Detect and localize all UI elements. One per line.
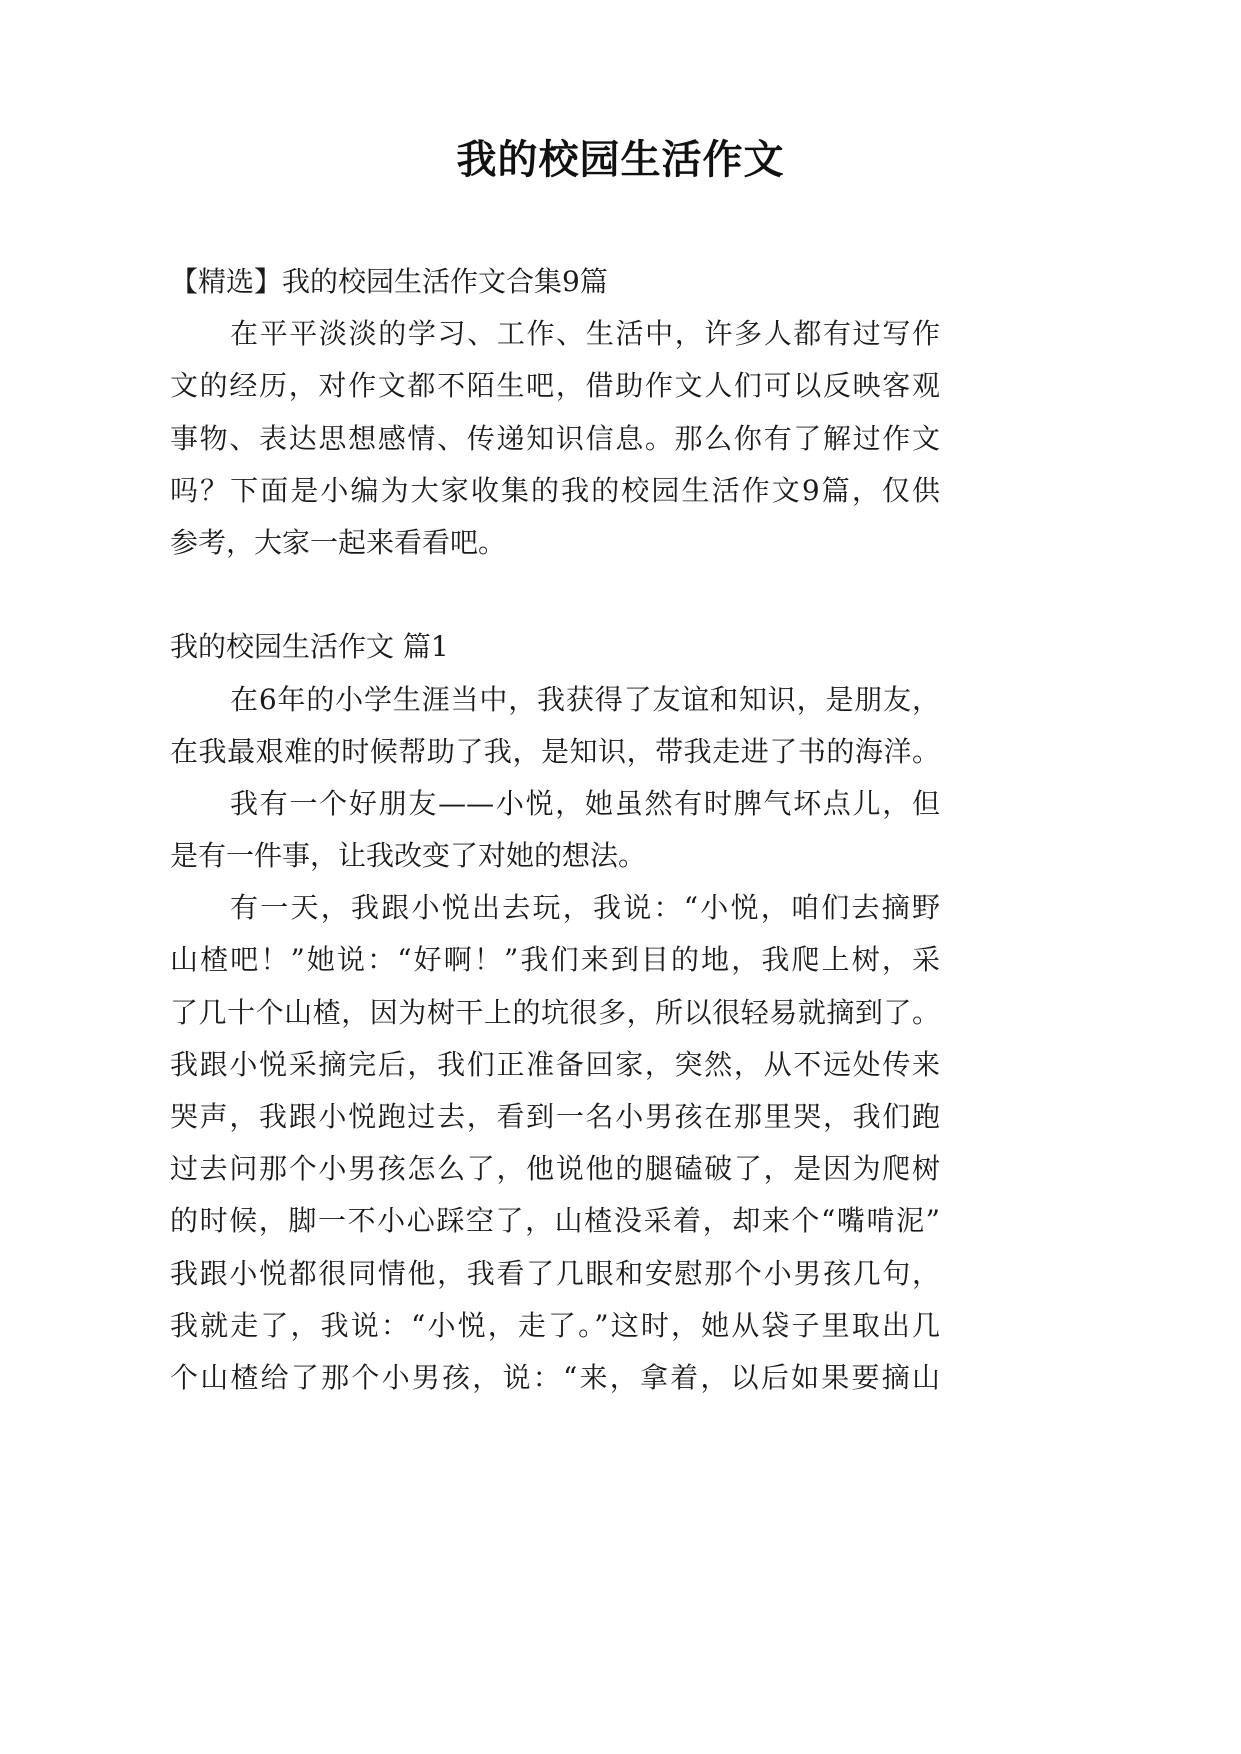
- essay-heading: 我的校园生活作文 篇1: [170, 630, 449, 664]
- paragraph-line: 哭声，我跟小悦跑过去，看到一名小男孩在那里哭，我们跑: [170, 1100, 940, 1133]
- essay-paragraph: [170, 674, 940, 778]
- document-title: 我的校园生活作文: [456, 136, 785, 183]
- paragraph-line: 是有一件事，让我改变了对她的想法。: [170, 839, 647, 873]
- paragraph-line: 在我最艰难的时候帮助了我，是知识，带我走进了书的海洋。: [170, 734, 940, 768]
- paragraph-line: 的时候，脚一不小心踩空了，山楂没采着，却来个“嘴啃泥”: [170, 1204, 940, 1238]
- essay-paragraph: [170, 882, 940, 1404]
- paragraph-line: 有一天，我跟小悦出去玩，我说：“小悦，咱们去摘野: [230, 891, 940, 925]
- intro-line: 事物、表达思想感情、传递知识信息。那么你有了解过作文: [170, 421, 940, 455]
- paragraph-line: 过去问那个小男孩怎么了，他说他的腿磕破了，是因为爬树: [170, 1152, 940, 1186]
- paragraph-line: 了几十个山楂，因为树干上的坑很多，所以很轻易就摘到了。: [170, 995, 940, 1029]
- paragraph-line: 个山楂给了那个小男孩，说：“来，拿着，以后如果要摘山: [170, 1360, 940, 1394]
- intro-line: 吗？下面是小编为大家收集的我的校园生活作文9篇，仅供: [170, 473, 940, 507]
- paragraph-line: 在6年的小学生涯当中，我获得了友谊和知识，是朋友，: [230, 682, 940, 716]
- essay-paragraph: [170, 778, 940, 882]
- paragraph-line: 我跟小悦采摘完后，我们正准备回家，突然，从不远处传来: [170, 1047, 940, 1081]
- document-subtitle: 【精选】我的校园生活作文合集9篇: [170, 265, 608, 298]
- paragraph-line: 我跟小悦都很同情他，我看了几眼和安慰那个小男孩几句，: [170, 1256, 940, 1290]
- blank-line: [170, 569, 940, 621]
- paragraph-line: 我有一个好朋友——小悦，她虽然有时脾气坏点儿，但: [230, 786, 940, 820]
- intro-line: 文的经历，对作文都不陌生吧，借助作文人们可以反映客观: [170, 369, 940, 403]
- intro-line: 在平平淡淡的学习、工作、生活中，许多人都有过写作: [230, 317, 940, 351]
- intro-paragraph: [170, 308, 940, 569]
- document-body: [170, 256, 940, 1404]
- paragraph-line: 我就走了，我说：“小悦，走了。”这时，她从袋子里取出几: [170, 1308, 940, 1342]
- paragraph-line: 山楂吧！”她说：“好啊！”我们来到目的地，我爬上树，采: [170, 943, 940, 977]
- intro-line: 参考，大家一起来看看吧。: [170, 525, 507, 559]
